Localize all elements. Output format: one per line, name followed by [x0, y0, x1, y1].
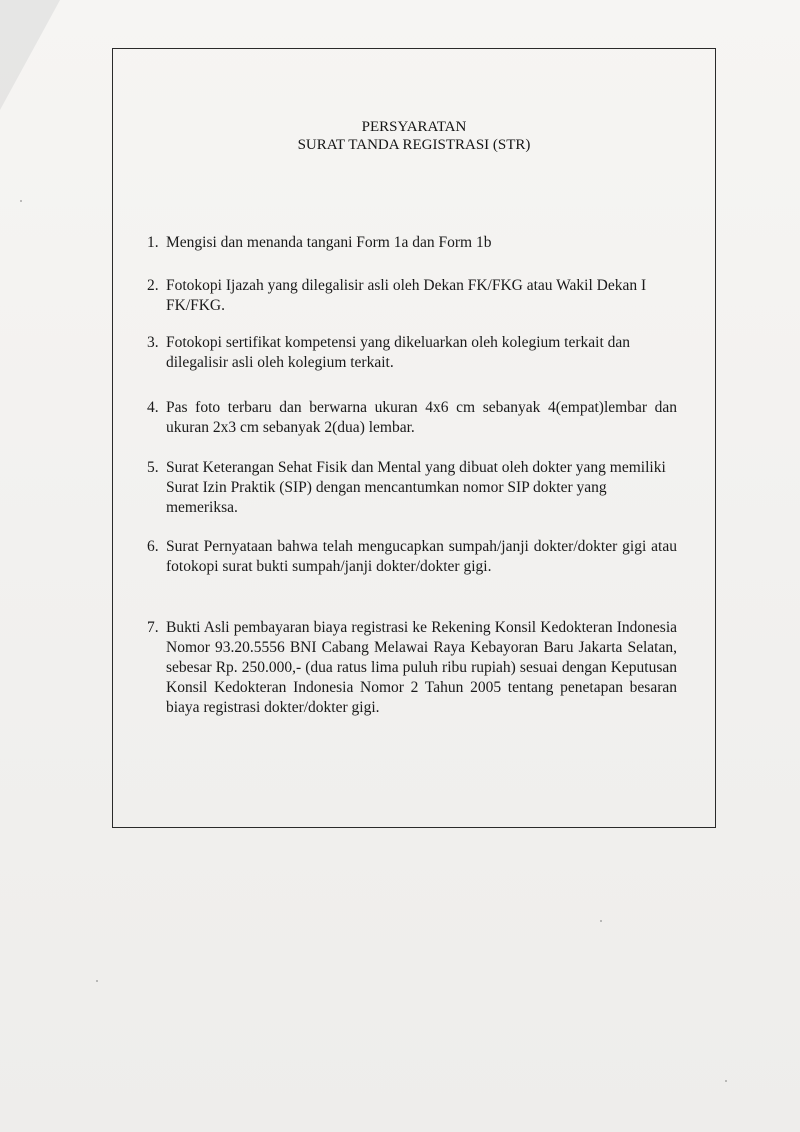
item-text: Pas foto terbaru dan berwarna ukuran 4x6 cm sebanyak 4(empat)lembar dan ukuran 2x3 cm sebanyak 2(dua) lembar. [166, 399, 677, 436]
requirement-item-2 [147, 276, 647, 316]
requirement-item-4 [147, 398, 677, 438]
scan-speck [600, 920, 602, 922]
scan-speck [96, 980, 98, 982]
item-number: 3. [147, 334, 159, 351]
item-text: Surat Keterangan Sehat Fisik dan Mental yang dibuat oleh dokter yang memiliki Surat Izin Praktik (SIP) dengan mencantumkan nomor SIP dokter yang memeriksa. [166, 459, 666, 516]
document-title: PERSYARATAN [361, 119, 467, 135]
scan-speck [725, 1080, 727, 1082]
item-text: Surat Pernyataan bahwa telah mengucapkan sumpah/janji dokter/dokter gigi atau fotokopi surat bukti sumpah/janji dokter/dokter gigi. [166, 538, 677, 575]
requirement-item-1 [147, 233, 677, 253]
item-number: 2. [147, 277, 159, 294]
document-subtitle: SURAT TANDA REGISTRASI (STR) [297, 137, 531, 153]
item-text: Fotokopi Ijazah yang dilegalisir asli oleh Dekan FK/FKG atau Wakil Dekan I FK/FKG. [166, 277, 647, 314]
item-number: 5. [147, 459, 159, 476]
requirement-item-3 [147, 333, 677, 373]
item-text: Mengisi dan menanda tangani Form 1a dan Form 1b [166, 234, 492, 251]
item-number: 6. [147, 538, 159, 555]
item-number: 4. [147, 399, 159, 416]
item-text: Bukti Asli pembayaran biaya registrasi ke Rekening Konsil Kedokteran Indonesia Nomor 93.20.5556 BNI Cabang Melawai Raya Kebayoran Baru Jakarta Selatan, sebesar Rp. 250.000,- (dua ratus lima puluh ribu rupiah) sesuai dengan Keputusan Konsil Kedokteran Indonesia Nomor 2 Tahun 2005 tentang penetapan besaran biaya registrasi dokter/dokter gigi. [166, 619, 677, 716]
item-number: 1. [147, 234, 159, 251]
folded-corner [0, 0, 60, 110]
scan-speck [20, 200, 22, 202]
item-number: 7. [147, 619, 159, 636]
requirement-item-7 [147, 618, 677, 718]
requirement-item-6 [147, 537, 677, 577]
item-text: Fotokopi sertifikat kompetensi yang dikeluarkan oleh kolegium terkait dan dilegalisir asli oleh kolegium terkait. [166, 334, 631, 371]
requirement-item-5 [147, 458, 677, 518]
